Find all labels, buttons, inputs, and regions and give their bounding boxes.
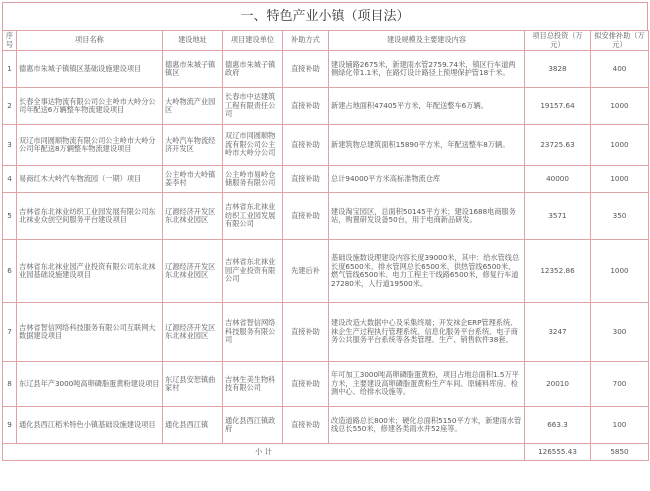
cell-method: 直接补助 bbox=[283, 125, 329, 166]
table-row bbox=[3, 125, 649, 166]
cell-unit: 吉林省智信网络科技服务有限公司 bbox=[223, 303, 283, 362]
cell-no: 9 bbox=[3, 407, 17, 444]
cell-subsidy: 400 bbox=[591, 51, 649, 88]
cell-no: 3 bbox=[3, 125, 17, 166]
table-row bbox=[3, 407, 649, 444]
cell-name: 长春全事达物流有限公司公主岭市大岭分公司年配送6万辆整车物流建设项目 bbox=[17, 88, 163, 125]
cell-invest: 20010 bbox=[525, 362, 591, 407]
projects-table bbox=[2, 30, 649, 461]
header-invest: 项目总投资（万元） bbox=[525, 31, 591, 51]
header-scale: 建设规模及主要建设内容 bbox=[329, 31, 525, 51]
cell-location: 通化县西江镇 bbox=[163, 407, 223, 444]
cell-no: 4 bbox=[3, 166, 17, 193]
cell-invest: 40000 bbox=[525, 166, 591, 193]
summary-label: 小 计 bbox=[3, 444, 525, 461]
cell-scale: 建设改造大数据中心及采集终端；开发袜企ERP管理系统、袜企生产过程执行管理系统、信息化服务平台系统、电子商务公共服务平台系统等各类管理、生产、销售软件38套。 bbox=[329, 303, 525, 362]
cell-scale: 改造道路总长800米；硬化总面积5150平方米，新建雨水管线总长550米，修建各类雨水井52座等。 bbox=[329, 407, 525, 444]
cell-unit: 通化县西江镇政府 bbox=[223, 407, 283, 444]
cell-name: 通化县西江稻米特色小镇基础设施建设项目 bbox=[17, 407, 163, 444]
cell-subsidy: 1000 bbox=[591, 240, 649, 303]
cell-method: 先建后补 bbox=[283, 240, 329, 303]
header-unit: 项目建设单位 bbox=[223, 31, 283, 51]
cell-method: 直接补助 bbox=[283, 51, 329, 88]
cell-scale: 年可加工3000吨高卵磷脂蛋黄粉，项目占地总面积1.5万平方米，主要建设高卵磷脂蛋黄粉生产车间、原辅料库房、检测中心、给排水设施等。 bbox=[329, 362, 525, 407]
cell-location: 辽源经济开发区东北袜业园区 bbox=[163, 193, 223, 240]
cell-name: 吉林省智信网络科技服务有限公司互联网大数据建设项目 bbox=[17, 303, 163, 362]
cell-name: 吉林省东北袜业园产业投资有限公司东北袜业园基础设施建设项目 bbox=[17, 240, 163, 303]
cell-no: 5 bbox=[3, 193, 17, 240]
cell-location: 公主岭市大岭镇姜李村 bbox=[163, 166, 223, 193]
cell-name: 德惠市朱城子镇镇区基础设施建设项目 bbox=[17, 51, 163, 88]
header-row bbox=[3, 31, 649, 51]
cell-invest: 3571 bbox=[525, 193, 591, 240]
cell-subsidy: 350 bbox=[591, 193, 649, 240]
header-subsidy: 拟安排补助（万元） bbox=[591, 31, 649, 51]
header-name: 项目名称 bbox=[17, 31, 163, 51]
cell-location: 辽源经济开发区东北袜业园区 bbox=[163, 303, 223, 362]
table-row bbox=[3, 303, 649, 362]
table-row bbox=[3, 193, 649, 240]
cell-no: 7 bbox=[3, 303, 17, 362]
cell-no: 1 bbox=[3, 51, 17, 88]
cell-scale: 基础设施数设理建设内容长度39000米，其中：给水管线总长度6500米、排水管网总长6500米、供热管线6500米、燃气管线6500米、电力工程主干线路6500米，修复行车道27280米，人行道19500米。 bbox=[329, 240, 525, 303]
cell-no: 8 bbox=[3, 362, 17, 407]
summary-row bbox=[3, 444, 649, 461]
cell-unit: 吉林省东北袜业园产业投资有限公司 bbox=[223, 240, 283, 303]
cell-name: 东辽县年产3000吨高卵磷脂蛋黄粉建设项目 bbox=[17, 362, 163, 407]
table-row bbox=[3, 240, 649, 303]
cell-scale: 新建占地面积47405平方米，年配送整车6万辆。 bbox=[329, 88, 525, 125]
cell-invest: 3828 bbox=[525, 51, 591, 88]
cell-name: 易商红木大岭汽车物流园（一期）项目 bbox=[17, 166, 163, 193]
cell-method: 直接补助 bbox=[283, 166, 329, 193]
cell-scale: 总计94000平方米高标准物流仓库 bbox=[329, 166, 525, 193]
cell-subsidy: 1000 bbox=[591, 88, 649, 125]
cell-subsidy: 300 bbox=[591, 303, 649, 362]
cell-location: 德惠市朱城子镇镇区 bbox=[163, 51, 223, 88]
cell-method: 直接补助 bbox=[283, 88, 329, 125]
cell-unit: 公主岭市易岭仓储服务有限公司 bbox=[223, 166, 283, 193]
cell-location: 大岭汽车物流经济开发区 bbox=[163, 125, 223, 166]
cell-location: 辽源经济开发区东北袜业园区 bbox=[163, 240, 223, 303]
table-row bbox=[3, 166, 649, 193]
header-method: 补助方式 bbox=[283, 31, 329, 51]
cell-unit: 吉林生美生物科技有限公司 bbox=[223, 362, 283, 407]
cell-unit: 吉林省东北袜业纺织工业园发展有限公司 bbox=[223, 193, 283, 240]
cell-scale: 新建筑物总建筑面积15890平方米，年配送整车8万辆。 bbox=[329, 125, 525, 166]
cell-method: 直接补助 bbox=[283, 303, 329, 362]
cell-invest: 3247 bbox=[525, 303, 591, 362]
summary-subsidy: 5850 bbox=[591, 444, 649, 461]
cell-method: 直接补助 bbox=[283, 362, 329, 407]
table-row bbox=[3, 51, 649, 88]
header-location: 建设地址 bbox=[163, 31, 223, 51]
cell-invest: 19157.64 bbox=[525, 88, 591, 125]
cell-invest: 12352.86 bbox=[525, 240, 591, 303]
summary-invest: 126555.43 bbox=[525, 444, 591, 461]
cell-unit: 长春市中达建筑工程有限责任公司 bbox=[223, 88, 283, 125]
cell-invest: 663.3 bbox=[525, 407, 591, 444]
cell-subsidy: 1000 bbox=[591, 125, 649, 166]
cell-unit: 德惠市朱城子镇政府 bbox=[223, 51, 283, 88]
table-row bbox=[3, 362, 649, 407]
header-no: 序号 bbox=[3, 31, 17, 51]
cell-subsidy: 100 bbox=[591, 407, 649, 444]
cell-name: 双辽市同圆顺物流有限公司公主岭市大岭分公司年配送8万辆整车物流建设项目 bbox=[17, 125, 163, 166]
cell-scale: 建设淘宝园区，总面积50145平方米；建设1688电商服务站，购置研发设备50台，用于电商新品研发。 bbox=[329, 193, 525, 240]
cell-location: 大岭物流产业园区 bbox=[163, 88, 223, 125]
cell-subsidy: 700 bbox=[591, 362, 649, 407]
cell-subsidy: 1000 bbox=[591, 166, 649, 193]
cell-invest: 23725.63 bbox=[525, 125, 591, 166]
cell-location: 东辽县安恕镇曲家村 bbox=[163, 362, 223, 407]
document-page bbox=[0, 2, 650, 491]
cell-scale: 建设铺路2675米，新建雨水管2759.74米，镇区行车道两侧绿化带1.1米，在路灯设计路径上预埋保护管18千米。 bbox=[329, 51, 525, 88]
cell-unit: 双辽市同圆顺物流有限公司公主岭市大岭分公司 bbox=[223, 125, 283, 166]
cell-no: 2 bbox=[3, 88, 17, 125]
cell-name: 吉林省东北袜业纺织工业园发展有限公司东北袜业众创空间服务平台建设项目 bbox=[17, 193, 163, 240]
cell-method: 直接补助 bbox=[283, 193, 329, 240]
table-row bbox=[3, 88, 649, 125]
cell-no: 6 bbox=[3, 240, 17, 303]
table-title: 一、特色产业小镇（项目法） bbox=[2, 2, 648, 30]
cell-method: 直接补助 bbox=[283, 407, 329, 444]
